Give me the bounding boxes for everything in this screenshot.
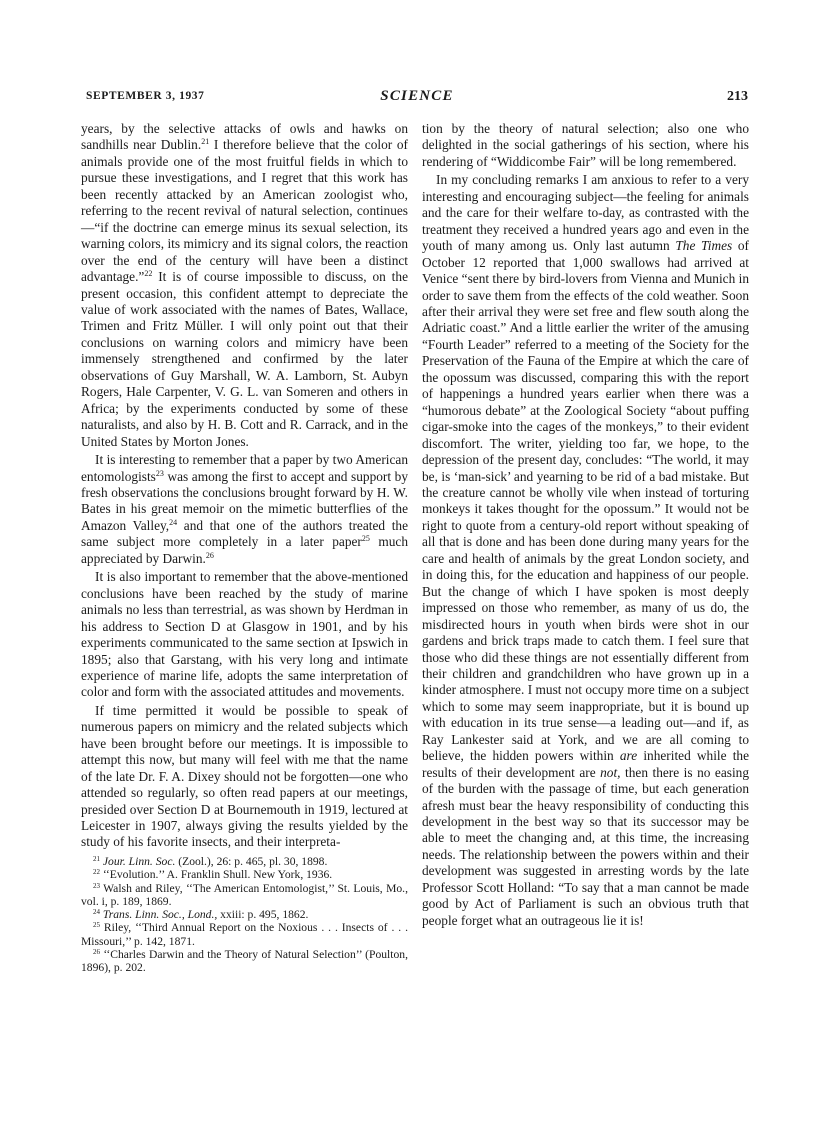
footnote-ref: 21 — [201, 137, 210, 147]
page-number: 213 — [727, 89, 748, 104]
footnote-ref: 25 — [361, 534, 370, 544]
footnote: $^{24}$ Trans. Linn. Soc., Lond., xxiii: p. 495, 1862. — [93, 908, 309, 922]
paragraph: It is interesting to remember that a paper by two American entomologists$^{23}$ was among the first to accept and support by fresh observations the conclusions brought forward by H. W. Bates in his great memoir on the mimetic butterflies of the Amazon Valley,$^{24}$ and that one of the authors treated the same subject more completely in a later paper$^{25}$ much appreciated by Darwin.$^{26}$ — [81, 452, 409, 566]
footnote: $^{26}$ ‘‘Charles Darwin and the Theory of Natural Selection’’ (Poulton, 1896), p. 202. — [81, 948, 408, 975]
page-header — [86, 88, 748, 110]
issue-date: SEPTEMBER 3, 1937 — [86, 90, 205, 102]
footnote: $^{25}$ Riley, ‘‘Third Annual Report on the Noxious . . . Insects of . . . Missouri,’’ p. 142, 1871. — [81, 921, 408, 948]
footnote: $^{22}$ ‘‘Evolution.’’ A. Franklin Shull. New York, 1936. — [93, 868, 333, 882]
paragraph: It is also important to remember that the above-mentioned conclusions have been reached by the study of marine animals no less than terrestrial, as was shown by Herdman in his address to Section D at Glasgow in 1901, and by his experiments communicated to the same section at Ipswich in 1895; also that Garstang, with his very long and intimate experience of marine life, adopts the same interpretation of color and form with the associated attitudes and movements. — [81, 569, 408, 700]
paragraph: tion by the theory of natural selection; also one who delighted in the social gatherings of his section, where his rendering of “Widdicombe Fair” will be long remembered. — [422, 121, 749, 169]
left-column — [81, 121, 408, 975]
footnotes — [81, 855, 408, 975]
footnote-ref: 23 — [155, 468, 164, 478]
journal-title: SCIENCE — [380, 88, 454, 104]
footnote-ref: 24 — [169, 517, 178, 527]
footnote-ref: 22 — [144, 269, 153, 279]
right-column — [422, 121, 749, 929]
newspaper-title: The Times — [675, 238, 733, 254]
paragraph: In my concluding remarks I am anxious to refer to a very interesting and encouraging subject—the feeling for animals and the care for their welfare to-day, as contrasted with the treatment they received a hundred years ago and even in the youth of many among us. Only last autumn The Times of October 12 reported that 1,000 swallows had arrived at Venice “sent there by bird-lovers from Vienna and Munich in order to save them from the effects of the cold weather. Soon after their arrival they were set free and flew south along the Adriatic coast.” And a little earlier the writer of the amusing “Fourth Leader” referred to a meeting of the Society for the Preservation of the Fauna of the Empire at which the care of the opossum was discussed, comparing this with the report of happenings a hundred years earlier when there was a “humorous debate” at the Zoological Society “about puffing cigar-smoke into the cages of the monkeys,” to their evident discomfort. The writer, yielding too far, we hope, to the depression of the present day, concludes: “The world, it may be, is ‘man-sick’ and yearning to be rid of a bad mistake. But the creature cannot be wholly vile when instead of torturing monkeys it takes thought for the opossum.” It would not be right to quote from a century-old report without speaking of all that is done and has been done during many years for the care and health of animals by the great London society, and in doing this, for the education and happiness of our people. But the change of which I have spoken is most deeply impressed on those who remember, as many of us do, the misdirected hours in youth when birds were shot in our gardens and brick traps made to catch them. I feel sure that those who did these things are not essentially different from their children and grandchildren who have grown up in a kinder atmosphere. I must not occupy more time on a subject which to some may seem inappropriate, but it is bound up with education in its true sense—a leading out—and if, as Ray Lankester said at York, and we are all coming to believe, the hidden powers within are inherited while the results of their development are not, then there is no easing of the burden with the passage of time, but each generation afresh must bear the heavy responsibility of conducting this development in the best way so that its successor may be able to meet the changing and, at this time, the increasing needs. The relationship between the powers within and their development was suggested in arresting words by the late Professor Scott Holland: “To say that a man cannot be made good by Act of Parliament is such an obvious truth that people forget what an outrageous lie it is! — [422, 172, 749, 928]
footnote: $^{23}$ Walsh and Riley, ‘‘The American Entomologist,’’ St. Louis, Mo., vol. i, p. 189, 1869. — [81, 881, 408, 908]
footnote: $^{21}$ Jour. Linn. Soc. (Zool.), 26: p. 465, pl. 30, 1898. — [93, 854, 328, 868]
footnote-ref: 26 — [205, 550, 214, 560]
paragraph: If time permitted it would be possible to speak of numerous papers on mimicry and the related subjects which have been brought before our meetings. It is impossible to attempt this now, but many will feel with me that the name of the late Dr. F. A. Dixey should not be forgotten—one who attended so regularly, so often read papers at our meetings, presided over Section D at Bournemouth in 1919, lectured at Leicester in 1907, always giving the results yielded by the study of his favorite insects, and their interpreta- — [81, 702, 408, 850]
paragraph: years, by the selective attacks of owls and hawks on sandhills near Dublin.$^{21}$ I therefore believe that the color of animals provide one of the most fruitful fields in which to pursue these investigations, and I regret that this work has been recently attacked by an American zoologist who, referring to the recent revival of natural selection, continues—“if the doctrine can emerge minus its sexual selection, its warning colors, its mimicry and its signal colors, the reaction over the end of the century will have been a distinct advantage.”$^{22}$ It is of course impossible to discuss, on the present occasion, this confident attempt to depreciate the value of work associated with the names of Bates, Wallace, Trimen and Fritz Müller. I will only point out that their conclusions on warning colors and mimicry have been immensely strengthened and confirmed by the later observations of Guy Marshall, W. A. Lamborn, St. Aubyn Rogers, Hale Carpenter, V. G. L. van Someren and others in Africa; by the experiments conducted by some of these naturalists, and also by H. B. Cott and R. Carrack, and in the United States by Morton Jones. — [81, 121, 408, 449]
